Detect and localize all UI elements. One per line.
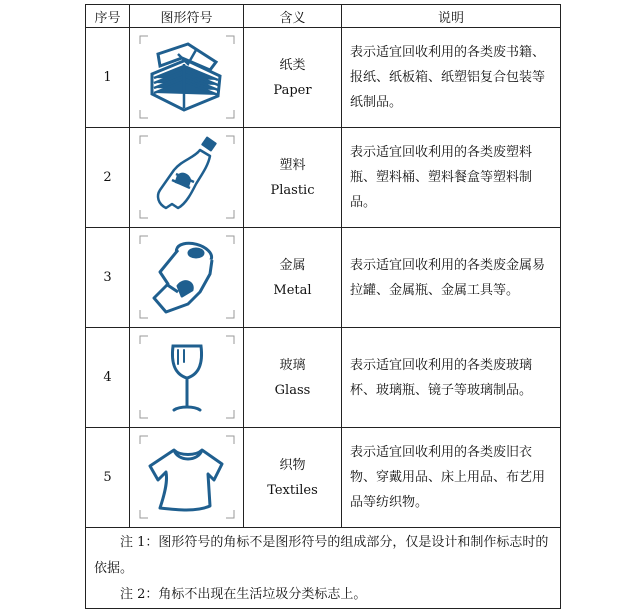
wine-glass-icon	[138, 334, 236, 420]
plastic-bottle-icon	[138, 134, 236, 220]
row-description: 表示适宜回收利用的各类废金属易拉罐、金属瓶、金属工具等。	[342, 228, 561, 328]
meaning-en: Metal	[273, 282, 312, 298]
meaning-en: Paper	[273, 82, 312, 98]
tshirt-icon	[138, 434, 236, 520]
row-number: 1	[86, 28, 130, 128]
meaning-cn: 纸类	[279, 57, 306, 73]
row-number: 4	[86, 328, 130, 428]
row-description: 表示适宜回收利用的各类废塑料瓶、塑料桶、塑料餐盒等塑料制品。	[342, 128, 561, 228]
paper-bundle-icon	[138, 34, 236, 120]
row-description: 表示适宜回收利用的各类废旧衣物、穿戴用品、床上用品、布艺用品等纺织物。	[342, 428, 561, 528]
meaning-cn: 金属	[279, 257, 306, 273]
table-row	[86, 428, 561, 528]
note-1: 注 1：图形符号的角标不是图形符号的组成部分，仅是设计和制作标志时的依据。	[94, 535, 549, 576]
meaning-en: Glass	[274, 382, 311, 398]
row-number: 5	[86, 428, 130, 528]
header-no: 序号	[86, 5, 130, 28]
row-description: 表示适宜回收利用的各类废玻璃杯、玻璃瓶、镜子等玻璃制品。	[342, 328, 561, 428]
header-desc: 说明	[342, 5, 561, 28]
header-meaning: 含义	[244, 5, 342, 28]
row-number: 2	[86, 128, 130, 228]
table-row	[86, 128, 561, 228]
meaning-cn: 织物	[279, 457, 306, 473]
table-row	[86, 328, 561, 428]
meaning-cn: 塑料	[279, 157, 306, 173]
meaning-en: Textiles	[267, 482, 318, 498]
row-number: 3	[86, 228, 130, 328]
meaning-en: Plastic	[270, 182, 315, 198]
note-2: 注 2：角标不出现在生活垃圾分类标志上。	[120, 587, 367, 602]
recycling-symbol-table	[85, 4, 561, 609]
table-row	[86, 228, 561, 328]
table-row	[86, 28, 561, 128]
header-symbol: 图形符号	[130, 5, 244, 28]
notes-row	[86, 528, 561, 609]
row-description: 表示适宜回收利用的各类废书籍、报纸、纸板箱、纸塑铝复合包装等纸制品。	[342, 28, 561, 128]
crushed-can-icon	[138, 234, 236, 320]
meaning-cn: 玻璃	[279, 357, 306, 373]
table-header-row	[86, 5, 561, 28]
